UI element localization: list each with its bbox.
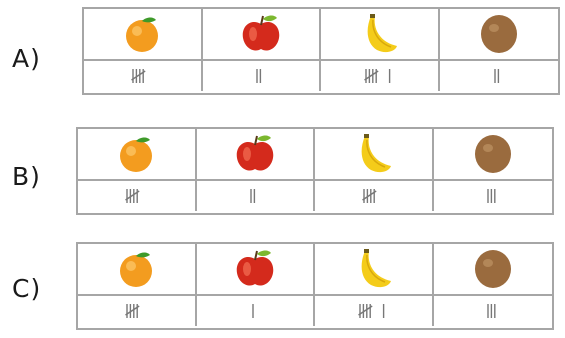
- option-a-label: A): [12, 44, 41, 73]
- apple-icon: [233, 12, 289, 56]
- tally-cell-orange: [78, 181, 197, 211]
- banana-icon: [345, 132, 401, 176]
- kiwi-icon: [471, 12, 527, 56]
- option-a[interactable]: [0, 0, 565, 100]
- tally-marks: [486, 301, 500, 321]
- tally-cell-kiwi: [434, 296, 553, 326]
- tally-marks: [358, 301, 389, 321]
- tally-marks: [125, 186, 147, 206]
- option-b-label: B): [12, 162, 41, 191]
- banana-icon: [345, 247, 401, 291]
- tally-marks: [125, 301, 147, 321]
- tally-marks: [493, 66, 504, 86]
- fruit-cell-kiwi: [434, 244, 553, 296]
- fruit-cell-orange: [78, 244, 197, 296]
- tally-cell-banana: [315, 181, 434, 211]
- tally-marks: [364, 66, 395, 86]
- tally-cell-apple: [203, 61, 322, 91]
- fruit-cell-banana: [315, 244, 434, 296]
- tally-cell-apple: [197, 296, 316, 326]
- tally-cell-kiwi: [440, 61, 559, 91]
- tally-cell-banana: [321, 61, 440, 91]
- tally-cell-orange: [78, 296, 197, 326]
- option-c-label: C): [12, 274, 42, 303]
- tally-cell-apple: [197, 181, 316, 211]
- fruit-cell-kiwi: [440, 9, 559, 61]
- tally-marks: [249, 186, 260, 206]
- kiwi-icon: [465, 247, 521, 291]
- tally-marks: [362, 186, 384, 206]
- apple-icon: [227, 132, 283, 176]
- kiwi-icon: [465, 132, 521, 176]
- tally-marks: [131, 66, 153, 86]
- orange-icon: [114, 12, 170, 56]
- tally-marks: [486, 186, 500, 206]
- apple-icon: [227, 247, 283, 291]
- fruit-cell-apple: [197, 129, 316, 181]
- tally-table-a: [82, 7, 560, 95]
- tally-marks: [255, 66, 266, 86]
- orange-icon: [108, 247, 164, 291]
- tally-cell-kiwi: [434, 181, 553, 211]
- fruit-cell-orange: [78, 129, 197, 181]
- option-c[interactable]: [0, 238, 565, 338]
- fruit-cell-orange: [84, 9, 203, 61]
- tally-marks: [251, 301, 258, 321]
- tally-cell-orange: [84, 61, 203, 91]
- fruit-cell-banana: [321, 9, 440, 61]
- fruit-cell-kiwi: [434, 129, 553, 181]
- tally-table-c: [76, 242, 554, 330]
- orange-icon: [108, 132, 164, 176]
- tally-table-b: [76, 127, 554, 215]
- fruit-cell-apple: [203, 9, 322, 61]
- fruit-cell-banana: [315, 129, 434, 181]
- fruit-cell-apple: [197, 244, 316, 296]
- tally-cell-banana: [315, 296, 434, 326]
- option-b[interactable]: [0, 120, 565, 220]
- banana-icon: [351, 12, 407, 56]
